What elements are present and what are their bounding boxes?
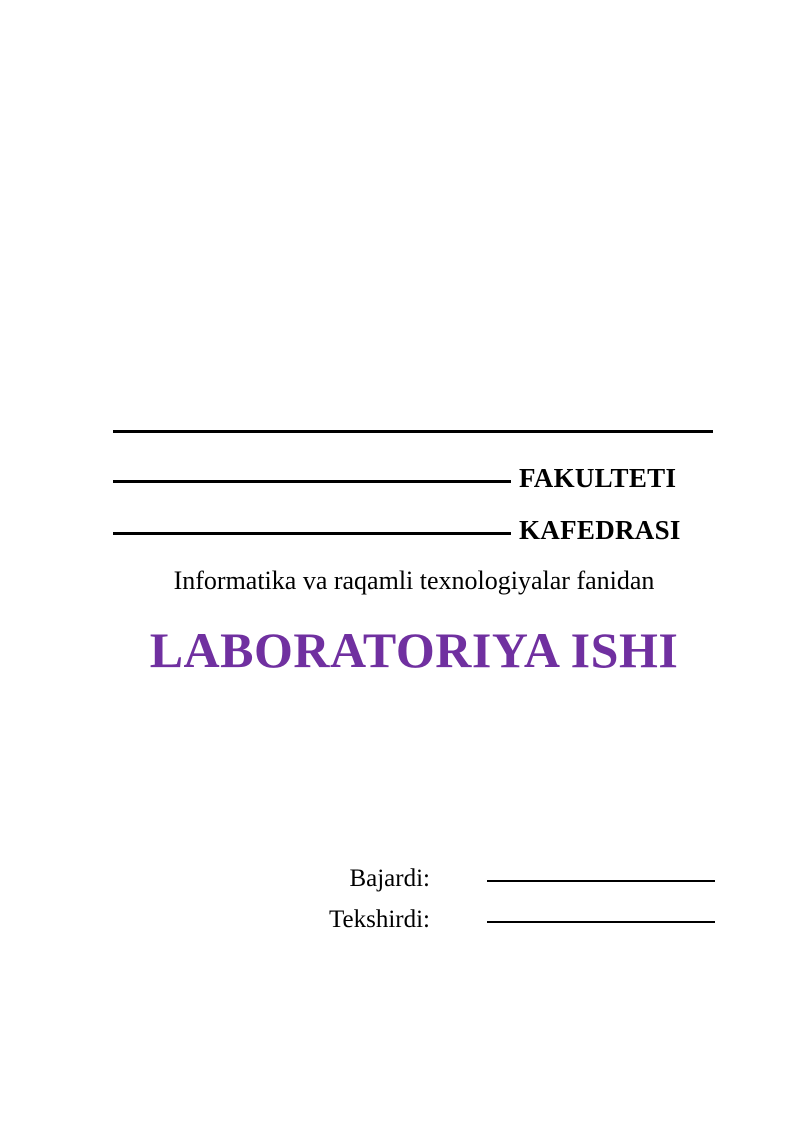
signature-block [290,865,720,947]
faculty-blank-rule [113,480,511,483]
department-line [113,515,715,546]
performed-by-row [290,865,720,893]
performed-by-label: Bajardi: [349,865,430,892]
faculty-label: FAKULTETI [519,463,677,493]
subject-line: Informatika va raqamli texnologiyalar fanidan [173,566,655,595]
checked-by-blank-rule [487,921,715,923]
department-label: KAFEDRASI [519,515,681,545]
checked-by-row [290,906,720,934]
checked-by-label: Tekshirdi: [328,906,430,933]
faculty-line [113,463,715,494]
performed-by-blank-rule [487,880,715,882]
department-blank-rule [113,532,511,535]
page-title: LABORATORIYA ISHI [149,622,679,678]
institution-blank-rule [113,430,713,433]
